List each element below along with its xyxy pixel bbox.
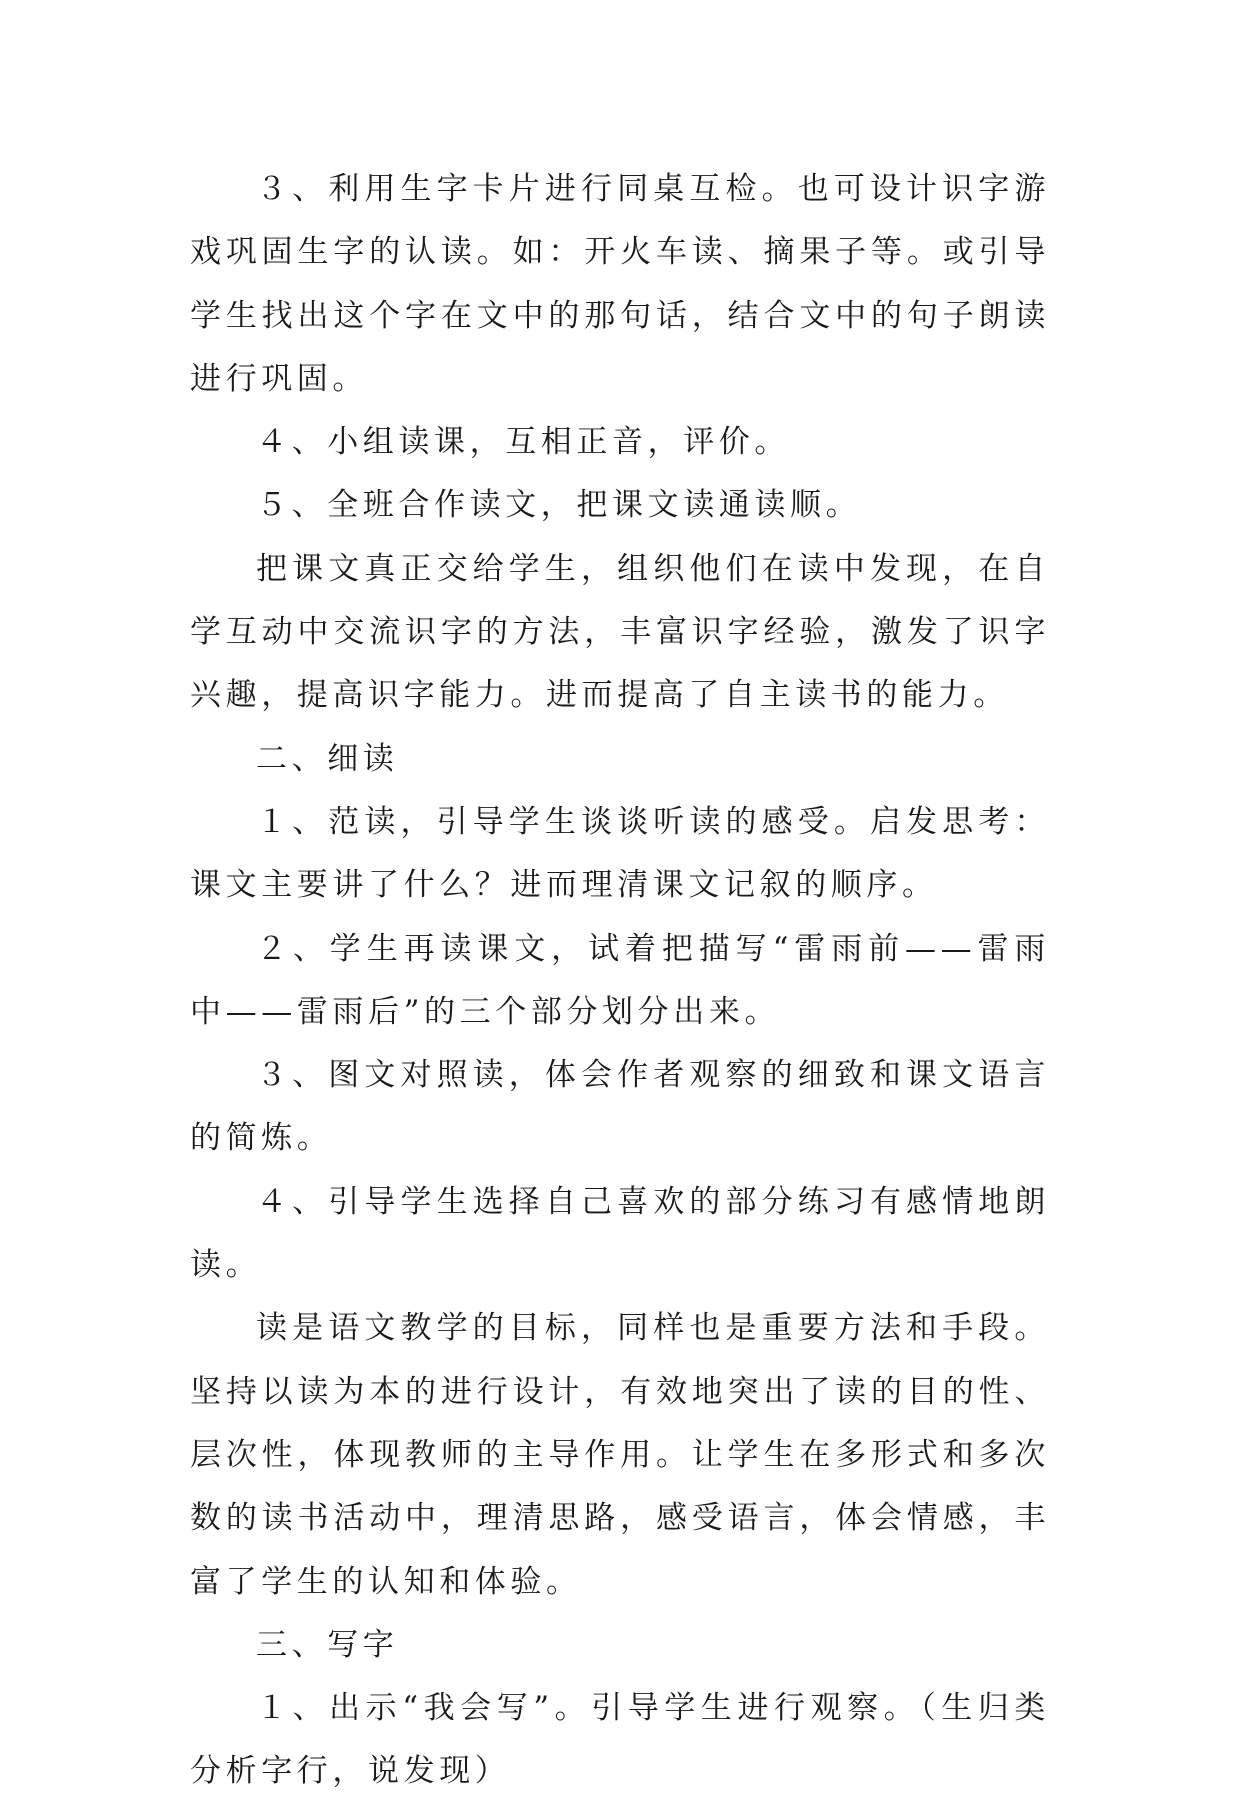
list-item: ５、全班合作读文，把课文读通读顺。 <box>256 487 862 524</box>
list-item: ２、学生再读课文，试着把描写“雷雨前——雷雨中——雷雨后”的三个部分划分出来。 <box>190 930 1050 1030</box>
list-item: １、范读，引导学生谈谈听读的感受。启发思考：课文主要讲了什么？进而理清课文记叙的顺序。 <box>190 803 1050 904</box>
section-heading: 三、写字 <box>256 1626 399 1663</box>
list-item: ３、利用生字卡片进行同桌互检。也可设计识字游戏巩固生字的认读。如：开火车读、摘果子等。或引导学生找出这个字在文中的那句话，结合文中的句子朗读进行巩固。 <box>190 171 1050 397</box>
list-item: ４、引导学生选择自己喜欢的部分练习有感情地朗读。 <box>190 1183 1050 1284</box>
body-paragraph: 把课文真正交给学生，组织他们在读中发现，在自学互动中交流识字的方法，丰富识字经验，激发了识字兴趣，提高识字能力。进而提高了自主读书的能力。 <box>190 550 1050 714</box>
section-heading: 二、细读 <box>256 740 399 777</box>
list-item: ４、小组读课，互相正音，评价。 <box>256 424 790 461</box>
list-item: ３、图文对照读，体会作者观察的细致和课文语言的简炼。 <box>190 1057 1050 1157</box>
body-paragraph: 读是语文教学的目标，同样也是重要方法和手段。坚持以读为本的进行设计，有效地突出了读的目的性、层次性，体现教师的主导作用。让学生在多形式和多次数的读书活动中，理清思路，感受语言，体会情感，丰富了学生的认知和体验。 <box>190 1310 1050 1600</box>
document-body <box>190 158 1050 1804</box>
list-item: １、出示“我会写”。引导学生进行观察。（生归类分析字行，说发现） <box>190 1690 1050 1790</box>
